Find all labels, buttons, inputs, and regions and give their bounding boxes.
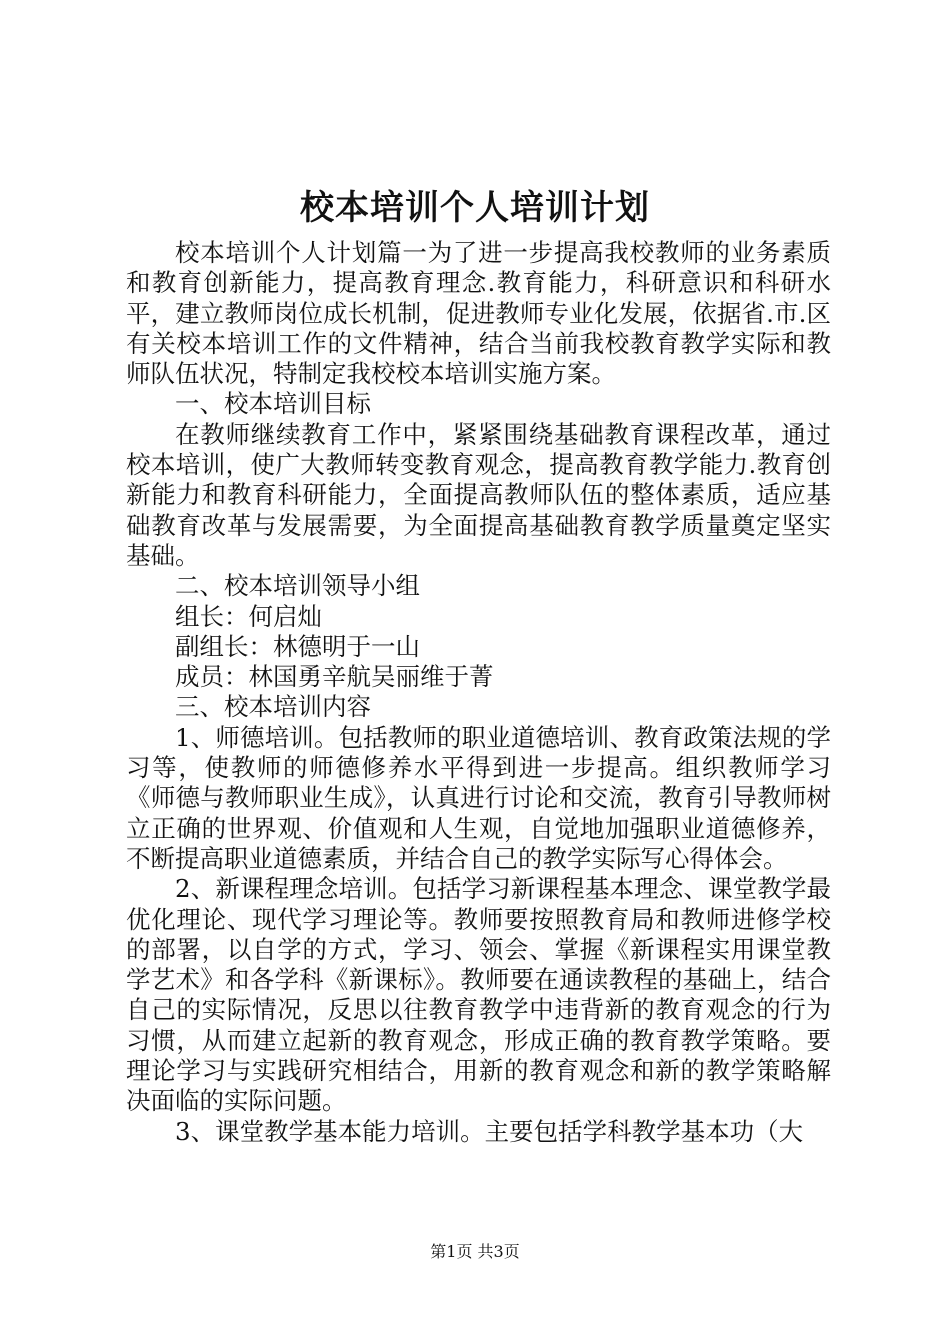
page-footer: 第1页 共3页 bbox=[430, 1242, 520, 1261]
deputy-leader-line: 副组长：林德明于一山 bbox=[175, 631, 420, 661]
paragraph-item-3: 3、课堂教学基本能力培训。主要包括学科教学基本功（大 bbox=[175, 1116, 804, 1146]
heading-section-2: 二、校本培训领导小组 bbox=[175, 571, 420, 601]
paragraph-item-1: 1、师德培训。包括教师的职业道德培训、教育政策法规的学习等，使教师的师德修养水平得到进一步提高。组织教师学习《师德与教师职业生成》，认真进行讨论和交流，教育引导教师树立正确的世界观、价值观和人生观，自觉地加强职业道德修养，不断提高职业道德素质，并结合自己的教学实际写心得体会。 bbox=[126, 722, 831, 873]
paragraph-intro: 校本培训个人计划篇一为了进一步提高我校教师的业务素质和教育创新能力，提高教育理念.教育能力，科研意识和科研水平，建立教师岗位成长机制，促进教师专业化发展，依据省.市.区有关校本培训工作的文件精神，结合当前我校教育教学实际和教师队伍状况，特制定我校校本培训实施方案。 bbox=[126, 238, 831, 389]
paragraph-item-2: 2、新课程理念培训。包括学习新课程基本理念、课堂教学最优化理论、现代学习理论等。教师要按照教育局和教师进修学校的部署，以自学的方式，学习、领会、掌握《新课程实用课堂教学艺术》和各学科《新课标》。教师要在通读教程的基础上，结合自己的实际情况，反思以往教育教学中违背新的教育观念的行为习惯，从而建立起新的教育观念，形成正确的教育教学策略。要理论学习与实践研究相结合，用新的教育观念和新的教学策略解决面临的实际问题。 bbox=[126, 874, 831, 1116]
leader-line: 组长：何启灿 bbox=[175, 601, 322, 631]
members-line: 成员：林国勇辛航吴丽维于菁 bbox=[175, 662, 494, 692]
document-body bbox=[126, 238, 831, 1147]
heading-section-3: 三、校本培训内容 bbox=[175, 692, 371, 722]
document-title: 校本培训个人培训计划 bbox=[300, 188, 650, 228]
heading-section-1: 一、校本培训目标 bbox=[175, 389, 371, 419]
paragraph-goals: 在教师继续教育工作中，紧紧围绕基础教育课程改革，通过校本培训，使广大教师转变教育观念，提高教育教学能力.教育创新能力和教育科研能力，全面提高教师队伍的整体素质，适应基础教育改革与发展需要，为全面提高基础教育教学质量奠定坚实基础。 bbox=[126, 419, 831, 570]
